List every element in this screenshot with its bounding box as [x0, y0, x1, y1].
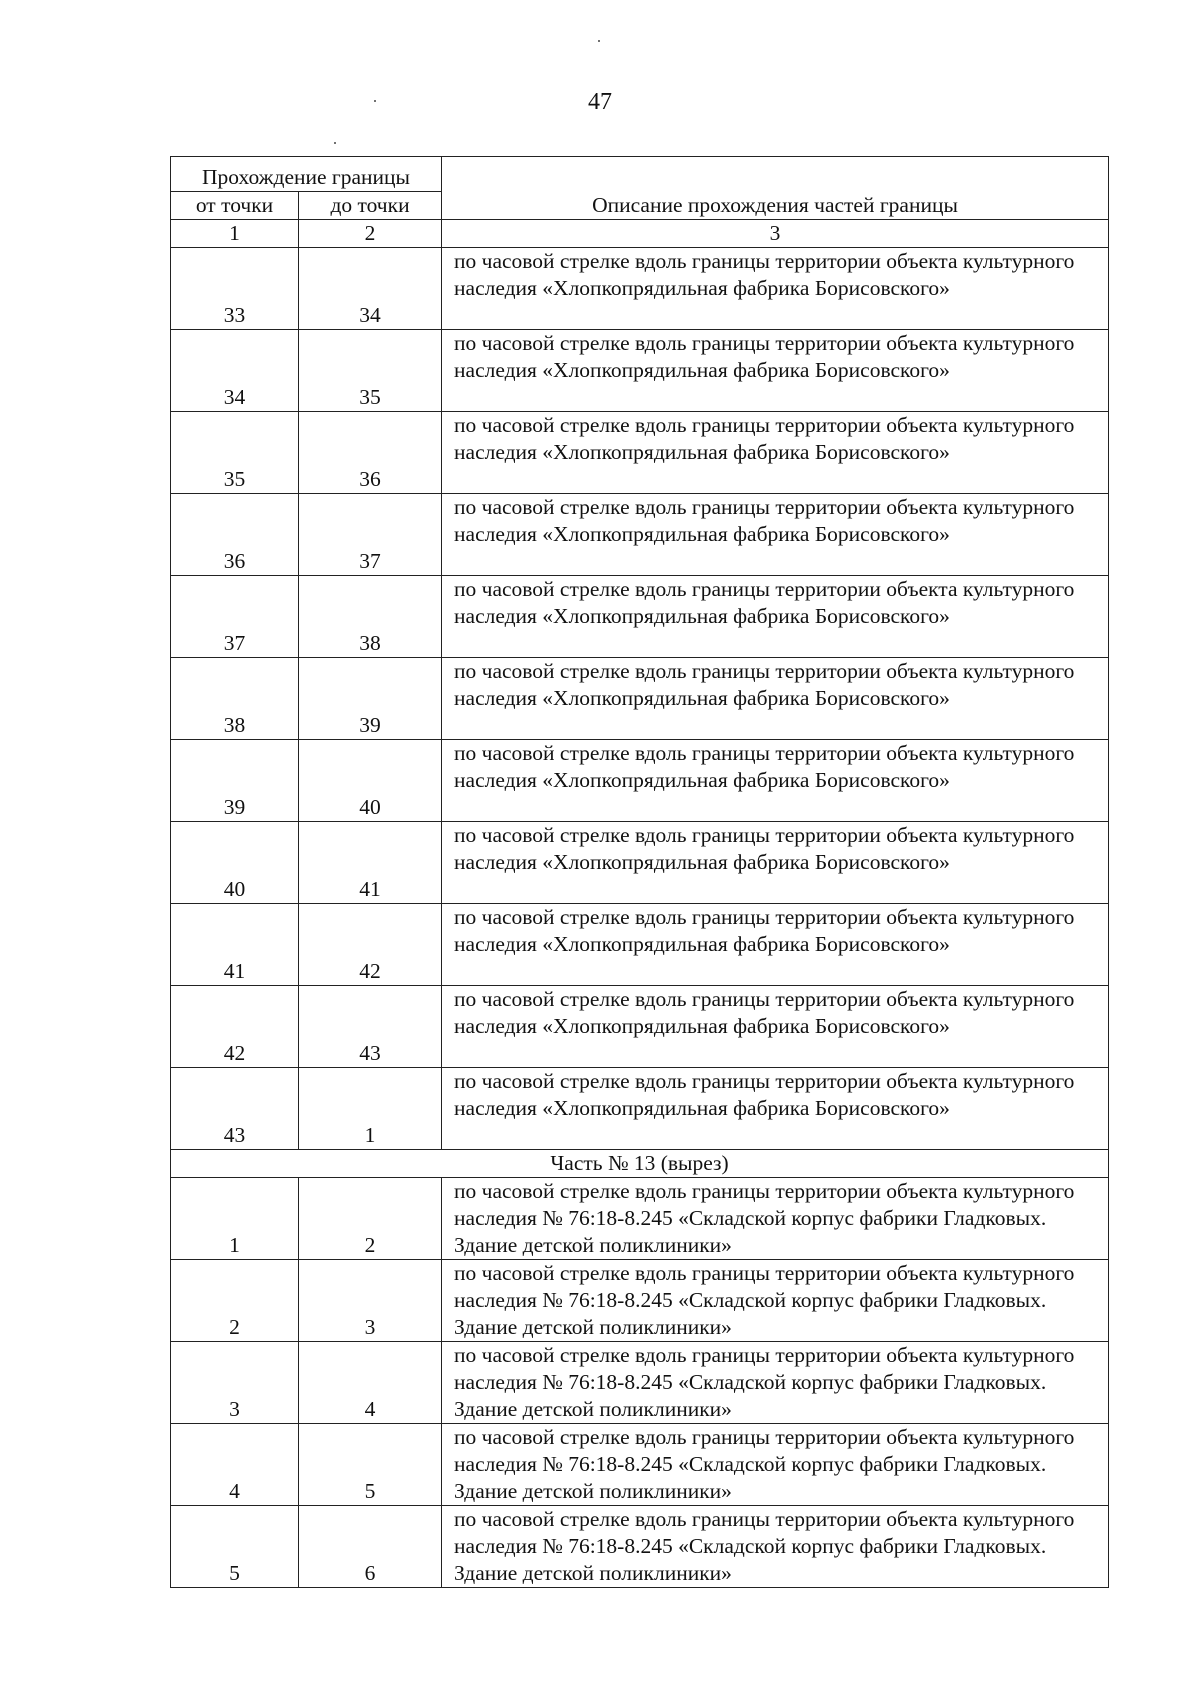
scan-speck	[334, 142, 336, 144]
description-cell: по часовой стрелке вдоль границы территории объекта культурного наследия «Хлопкопрядильная фабрика Борисовского»	[442, 576, 1109, 658]
table-row	[171, 904, 1109, 986]
column-number-row	[171, 220, 1109, 248]
description-cell: по часовой стрелке вдоль границы территории объекта культурного наследия № 76:18-8.245 «Складской корпус фабрики Гладковых. Здание детской поликлиники»	[442, 1260, 1109, 1342]
to-point-cell: 42	[299, 904, 442, 986]
to-point-cell: 35	[299, 330, 442, 412]
table-row	[171, 494, 1109, 576]
description-cell: по часовой стрелке вдоль границы территории объекта культурного наследия «Хлопкопрядильная фабрика Борисовского»	[442, 330, 1109, 412]
from-point-cell: 5	[171, 1506, 299, 1588]
to-point-cell: 39	[299, 658, 442, 740]
description-cell: по часовой стрелке вдоль границы территории объекта культурного наследия «Хлопкопрядильная фабрика Борисовского»	[442, 494, 1109, 576]
from-point-cell: 2	[171, 1260, 299, 1342]
description-cell: по часовой стрелке вдоль границы территории объекта культурного наследия № 76:18-8.245 «Складской корпус фабрики Гладковых. Здание детской поликлиники»	[442, 1424, 1109, 1506]
to-point-cell: 41	[299, 822, 442, 904]
description-cell: по часовой стрелке вдоль границы территории объекта культурного наследия № 76:18-8.245 «Складской корпус фабрики Гладковых. Здание детской поликлиники»	[442, 1178, 1109, 1260]
table-row	[171, 740, 1109, 822]
from-point-cell: 3	[171, 1342, 299, 1424]
table-row	[171, 986, 1109, 1068]
boundary-table-body	[171, 157, 1109, 1588]
from-point-cell: 36	[171, 494, 299, 576]
table-row	[171, 658, 1109, 740]
description-cell: по часовой стрелке вдоль границы территории объекта культурного наследия № 76:18-8.245 «Складской корпус фабрики Гладковых. Здание детской поликлиники»	[442, 1342, 1109, 1424]
from-point-cell: 38	[171, 658, 299, 740]
description-cell: по часовой стрелке вдоль границы территории объекта культурного наследия «Хлопкопрядильная фабрика Борисовского»	[442, 904, 1109, 986]
from-point-cell: 42	[171, 986, 299, 1068]
section-row	[171, 1150, 1109, 1178]
to-point-cell: 43	[299, 986, 442, 1068]
from-point-cell: 40	[171, 822, 299, 904]
from-point-cell: 34	[171, 330, 299, 412]
boundary-table	[170, 156, 1109, 1588]
from-point-cell: 1	[171, 1178, 299, 1260]
to-point-cell: 40	[299, 740, 442, 822]
to-point-cell: 36	[299, 412, 442, 494]
column-number: 1	[171, 220, 299, 248]
to-point-cell: 37	[299, 494, 442, 576]
table-row	[171, 1342, 1109, 1424]
from-point-cell: 4	[171, 1424, 299, 1506]
scan-speck	[374, 100, 376, 102]
scan-speck	[598, 40, 600, 42]
header-row	[171, 157, 1109, 192]
from-point-cell: 33	[171, 248, 299, 330]
to-point-cell: 34	[299, 248, 442, 330]
to-point-cell: 3	[299, 1260, 442, 1342]
description-cell: по часовой стрелке вдоль границы территории объекта культурного наследия «Хлопкопрядильная фабрика Борисовского»	[442, 740, 1109, 822]
table-row	[171, 412, 1109, 494]
header-description: Описание прохождения частей границы	[442, 157, 1109, 220]
description-cell: по часовой стрелке вдоль границы территории объекта культурного наследия № 76:18-8.245 «Складской корпус фабрики Гладковых. Здание детской поликлиники»	[442, 1506, 1109, 1588]
header-boundary-passage: Прохождение границы	[171, 157, 442, 192]
from-point-cell: 41	[171, 904, 299, 986]
section-title: Часть № 13 (вырез)	[171, 1150, 1109, 1178]
description-cell: по часовой стрелке вдоль границы территории объекта культурного наследия «Хлопкопрядильная фабрика Борисовского»	[442, 658, 1109, 740]
table-row	[171, 822, 1109, 904]
from-point-cell: 35	[171, 412, 299, 494]
table-row	[171, 330, 1109, 412]
to-point-cell: 1	[299, 1068, 442, 1150]
table-row	[171, 1260, 1109, 1342]
table-row	[171, 248, 1109, 330]
to-point-cell: 2	[299, 1178, 442, 1260]
to-point-cell: 38	[299, 576, 442, 658]
description-cell: по часовой стрелке вдоль границы территории объекта культурного наследия «Хлопкопрядильная фабрика Борисовского»	[442, 986, 1109, 1068]
from-point-cell: 39	[171, 740, 299, 822]
description-cell: по часовой стрелке вдоль границы территории объекта культурного наследия «Хлопкопрядильная фабрика Борисовского»	[442, 1068, 1109, 1150]
description-cell: по часовой стрелке вдоль границы территории объекта культурного наследия «Хлопкопрядильная фабрика Борисовского»	[442, 412, 1109, 494]
page-number: 47	[588, 89, 612, 115]
to-point-cell: 4	[299, 1342, 442, 1424]
header-to-point: до точки	[299, 192, 442, 220]
to-point-cell: 6	[299, 1506, 442, 1588]
header-from-point: от точки	[171, 192, 299, 220]
from-point-cell: 43	[171, 1068, 299, 1150]
description-cell: по часовой стрелке вдоль границы территории объекта культурного наследия «Хлопкопрядильная фабрика Борисовского»	[442, 822, 1109, 904]
table-row	[171, 1506, 1109, 1588]
description-cell: по часовой стрелке вдоль границы территории объекта культурного наследия «Хлопкопрядильная фабрика Борисовского»	[442, 248, 1109, 330]
table-row	[171, 576, 1109, 658]
table-row	[171, 1068, 1109, 1150]
table-row	[171, 1424, 1109, 1506]
to-point-cell: 5	[299, 1424, 442, 1506]
from-point-cell: 37	[171, 576, 299, 658]
table-row	[171, 1178, 1109, 1260]
column-number: 2	[299, 220, 442, 248]
column-number: 3	[442, 220, 1109, 248]
